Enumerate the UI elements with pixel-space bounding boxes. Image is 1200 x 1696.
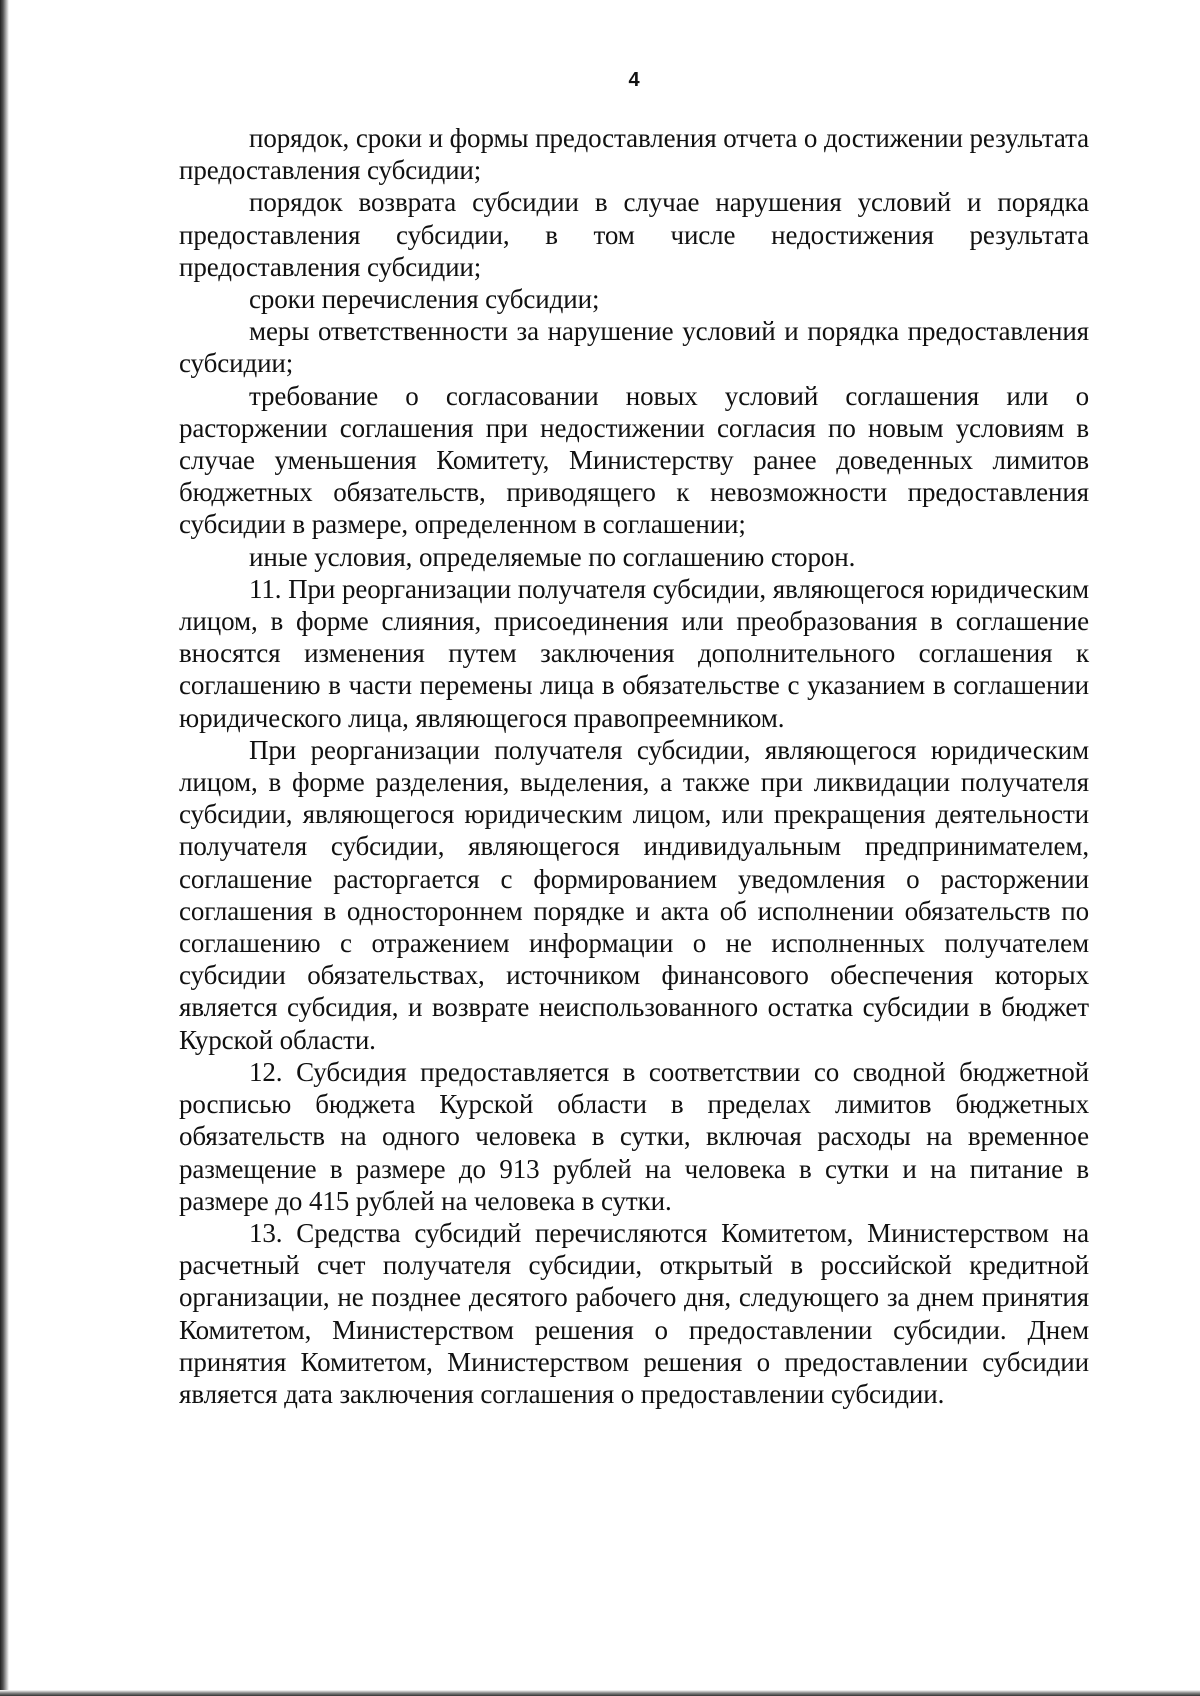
document-page <box>179 68 1089 1410</box>
paragraph-clause-12: 12. Субсидия предоставляется в соответствии со сводной бюджетной росписью бюджета Курской области в пределах лимитов бюджетных обязательств на одного человека в сутки, включая расходы на временное размещение в размере до 913 рублей на человека в сутки и на питание в размере до 415 рублей на человека в сутки. <box>179 1056 1089 1216</box>
page-number: 4 <box>628 69 640 91</box>
paragraph-clause-11-continued: При реорганизации получателя субсидии, являющегося юридическим лицом, в форме разделения, выделения, а также при ликвидации получателя субсидии, являющегося юридическим лицом, или прекращения деятельности получателя субсидии, являющегося индивидуальным предпринимателем, соглашение расторгается с формированием уведомления о расторжении соглашения в одностороннем порядке и акта об исполнении обязательств по соглашению с отражением информации о не исполненных получателем субсидии обязательствах, источником финансового обеспечения которых является субсидия, и возврате неиспользованного остатка субсидии в бюджет Курской области. <box>179 734 1089 1055</box>
paragraph-clause-13: 13. Средства субсидий перечисляются Комитетом, Министерством на расчетный счет получателя субсидии, открытый в российской кредитной организации, не позднее десятого рабочего дня, следующего за днем принятия Комитетом, Министерством решения о предоставлении субсидии. Днем принятия Комитетом, Министерством решения о предоставлении субсидии является дата заключения соглашения о предоставлении субсидии. <box>179 1217 1089 1409</box>
paragraph-return-procedure: порядок возврата субсидии в случае нарушения условий и порядка предоставления субсидии, в том числе недостижения результата предоставления субсидии; <box>179 187 1089 282</box>
paragraph-other-conditions: иные условия, определяемые по соглашению сторон. <box>249 541 856 572</box>
scan-edge-left <box>0 0 9 1696</box>
paragraph-clause-11: 11. При реорганизации получателя субсидии, являющегося юридическим лицом, в форме слияния, присоединения или преобразования в соглашение вносятся изменения путем заключения дополнительного соглашения к соглашению в части перемены лица в обязательстве с указанием в соглашении юридического лица, являющегося правопреемником. <box>179 573 1089 733</box>
paragraph-report-procedure: порядок, сроки и формы предоставления отчета о достижении результата предоставления субсидии; <box>179 123 1089 186</box>
paragraph-new-conditions-requirement: требование о согласовании новых условий соглашения или о расторжении соглашения при недостижении согласия по новым условиям в случае уменьшения Комитету, Министерству ранее доведенных лимитов бюджетных обязательств, приводящего к невозможности предоставления субсидии в размере, определенном в соглашении; <box>179 380 1089 540</box>
scan-edge-bottom <box>0 1690 1200 1696</box>
paragraph-liability-measures: меры ответственности за нарушение условий и порядка предоставления субсидии; <box>179 316 1089 379</box>
paragraph-transfer-terms: сроки перечисления субсидии; <box>249 284 600 315</box>
